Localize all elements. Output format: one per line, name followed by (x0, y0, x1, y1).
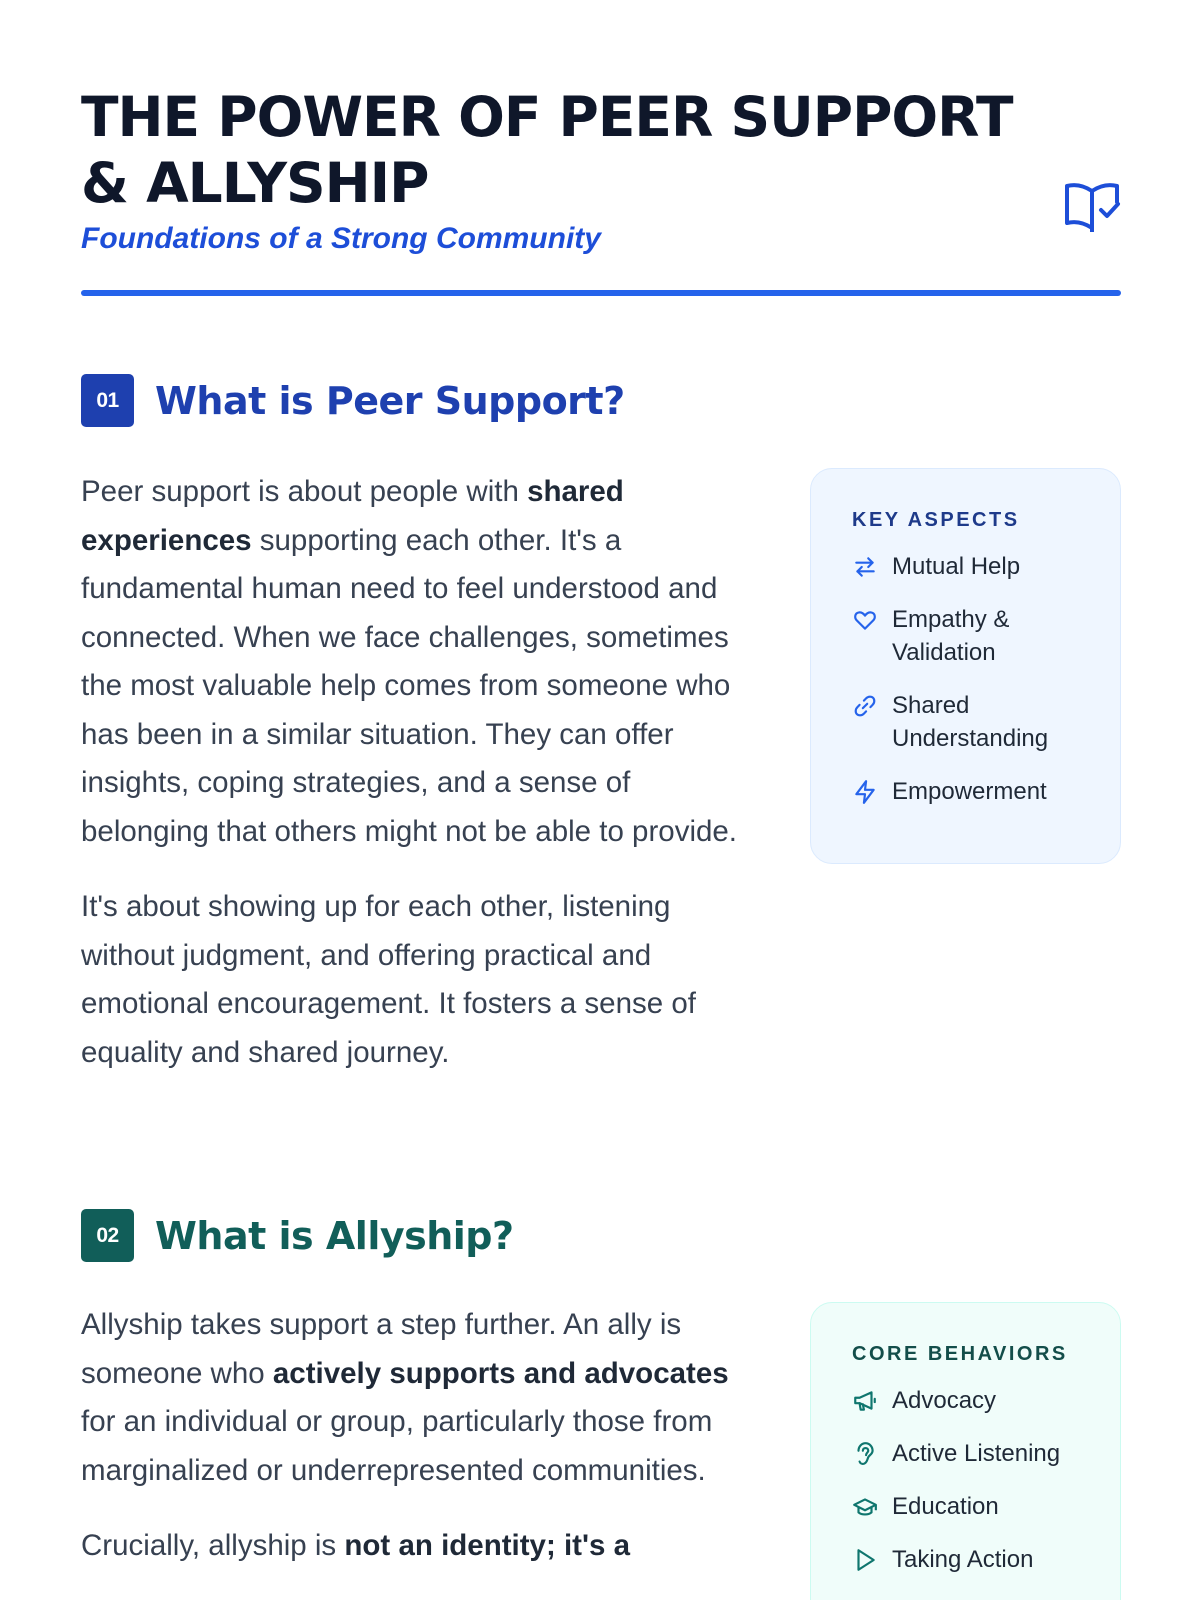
card-heading: CORE BEHAVIORS (852, 1343, 1068, 1365)
list-item: Education (852, 1490, 1100, 1523)
title-line-2: & ALLYSHIP (81, 151, 429, 215)
lightning-icon (852, 779, 878, 805)
ear-icon (852, 1441, 878, 1467)
header-divider (81, 290, 1121, 296)
list-item: Mutual Help (852, 550, 1100, 583)
book-check-icon (1063, 180, 1121, 232)
paragraph: It's about showing up for each other, listening without judgment, and offering practical and emotional encouragement. It fosters a sense of equality and shared journey. (81, 890, 696, 1069)
play-icon (852, 1547, 878, 1573)
section-allyship-body (81, 1301, 761, 1598)
list-item: Empathy & Validation (852, 603, 1100, 669)
section-title: What is Allyship? (155, 1213, 514, 1258)
list-item: Taking Action (852, 1543, 1100, 1576)
page-header (81, 0, 1121, 296)
paragraph: Crucially, allyship is not an identity; it's a (81, 1529, 631, 1562)
heart-icon (852, 607, 878, 633)
title-line-1: THE POWER OF PEER SUPPORT (81, 85, 1013, 149)
section-allyship-heading (81, 1209, 514, 1262)
megaphone-icon (852, 1388, 878, 1414)
section-title: What is Peer Support? (155, 378, 625, 423)
paragraph: Allyship takes support a step further. An ally is someone who actively supports and advocates for an individual or group, particularly those from marginalized or underrepresented communities. (81, 1308, 729, 1487)
paragraph: Peer support is about people with shared experiences supporting each other. It's a fundamental human need to feel understood and connected. When we face challenges, sometimes the most valuable help comes from someone who has been in a similar situation. They can offer insights, coping strategies, and a sense of belonging that others might not be able to provide. (81, 475, 738, 848)
page-title (81, 84, 1081, 216)
list-item: Empowerment (852, 775, 1100, 808)
section-peer-support-heading (81, 374, 625, 427)
arrows-exchange-icon (852, 554, 878, 580)
core-behaviors-card (810, 1302, 1121, 1600)
link-icon (852, 693, 878, 719)
page-subtitle: Foundations of a Strong Community (81, 222, 601, 255)
section-number-badge: 02 (81, 1209, 134, 1262)
list-item: Advocacy (852, 1384, 1100, 1417)
card-heading: KEY ASPECTS (852, 509, 1020, 531)
section-number-badge: 01 (81, 374, 134, 427)
list-item: Shared Understanding (852, 689, 1100, 755)
article (81, 0, 1121, 1573)
list-item: Active Listening (852, 1437, 1100, 1470)
key-aspects-card (810, 468, 1121, 864)
graduation-cap-icon (852, 1494, 878, 1520)
section-peer-support-body (81, 468, 761, 1104)
